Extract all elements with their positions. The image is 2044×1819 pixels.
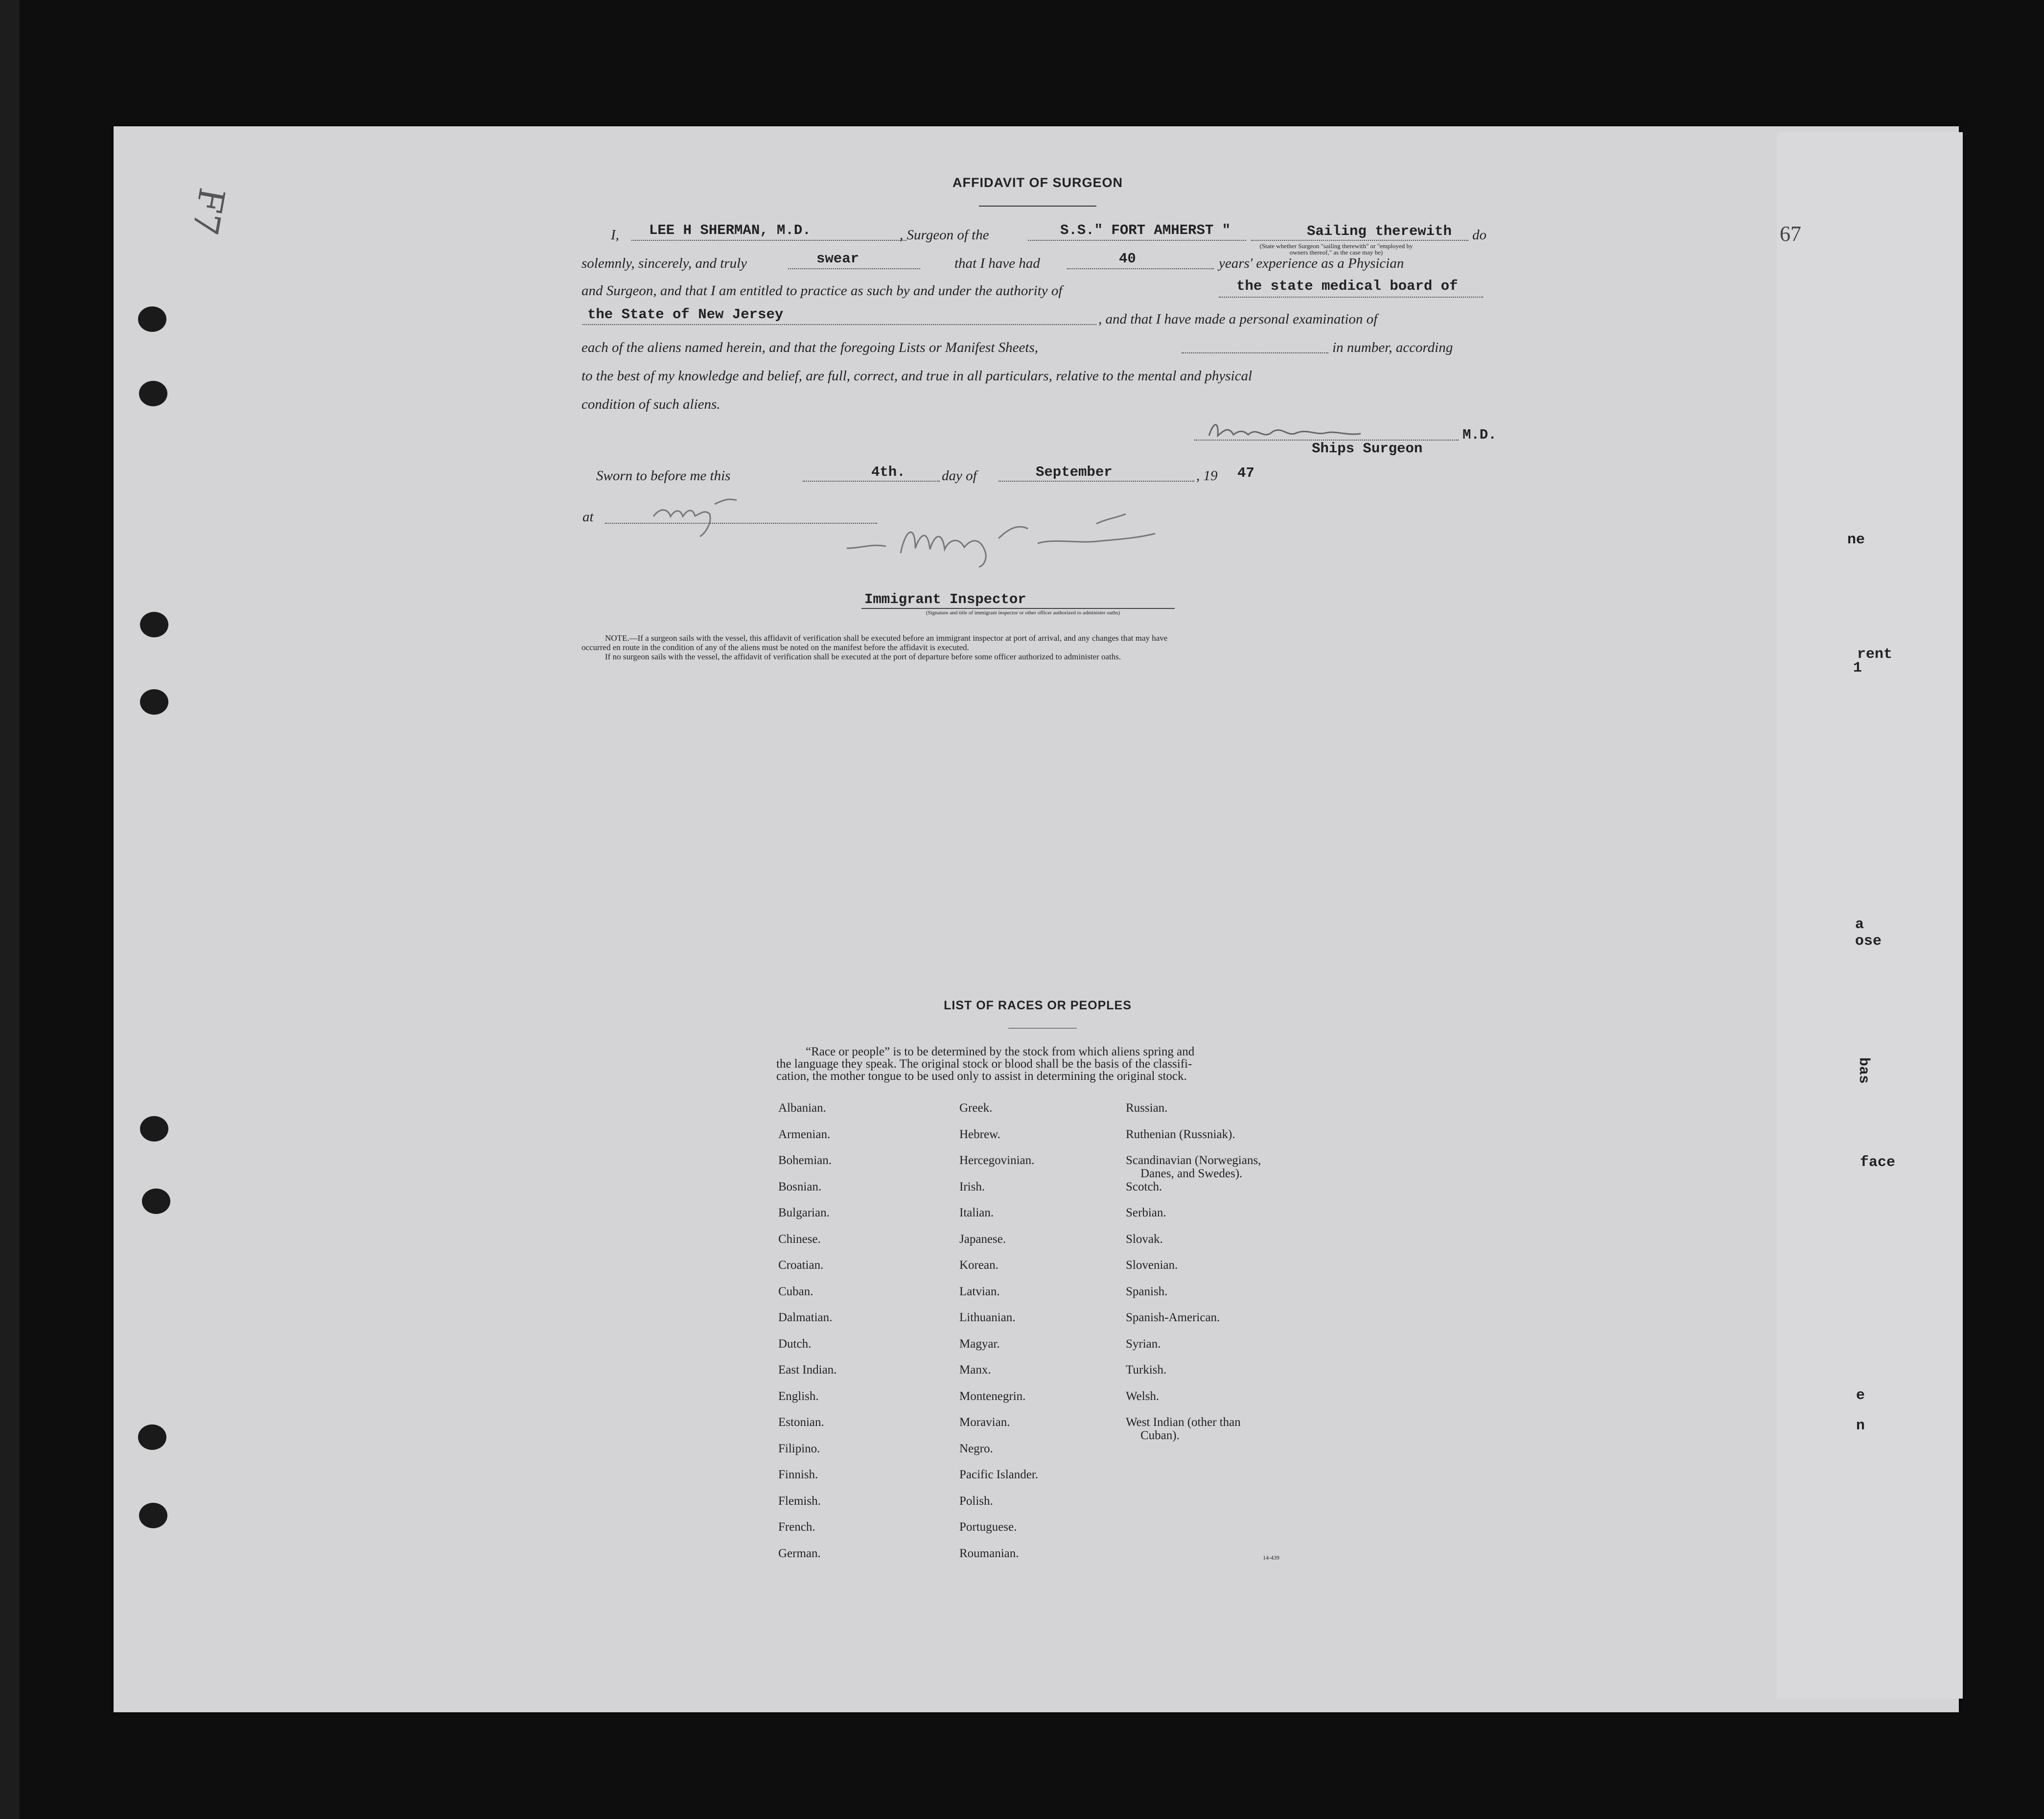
race-item: Flemish. — [778, 1494, 821, 1508]
intro-line: “Race or people” is to be determined by the stock from which aliens spring and — [806, 1045, 1195, 1058]
race-item — [1126, 1285, 1167, 1298]
race-item: Japanese. — [959, 1232, 1006, 1246]
authority-line-2 — [582, 324, 1096, 325]
inspector-note: (Signature and title of immigrant inspector or other officer authorized to administer oaths) — [926, 610, 1120, 616]
text-year-prefix: , 19 — [1196, 468, 1218, 484]
scan-border-left — [0, 0, 20, 1819]
race-item: Negro. — [959, 1442, 993, 1455]
race-item — [1126, 1233, 1163, 1246]
note-line: If no surgeon sails with the vessel, the affidavit of verification shall be executed at the port of departure before some officer authorized to administer oaths. — [605, 652, 1121, 661]
note-line: occurred en route in the condition of any of the aliens must be noted on the manifest before the affidavit is executed. — [581, 643, 969, 652]
race-item: English. — [778, 1389, 819, 1403]
authority-text-2: the State of New Jersey — [587, 306, 784, 323]
years-count: 40 — [1119, 251, 1136, 267]
place-line — [605, 523, 877, 524]
underlying-sheet — [1777, 132, 1963, 1699]
race-item: Polish. — [959, 1494, 993, 1508]
text-at: at — [582, 509, 594, 525]
sailing-note-line: (State whether Surgeon "sailing therewith" or "employed by — [1259, 242, 1413, 250]
authority-text: the state medical board of — [1236, 278, 1458, 294]
race-item: Roumanian. — [959, 1546, 1019, 1560]
race-item: Italian. — [959, 1206, 994, 1219]
race-item: Moravian. — [959, 1416, 1010, 1429]
inspector-line — [861, 608, 1175, 609]
sworn-month: September — [1036, 464, 1113, 480]
edge-fragment: face — [1860, 1154, 1896, 1171]
race-item: French. — [778, 1520, 815, 1534]
race-item: Dalmatian. — [778, 1311, 833, 1324]
races-title: LIST OF RACES OR PEOPLES — [944, 999, 1132, 1012]
sailing-note — [1253, 243, 1419, 256]
race-item: Armenian. — [778, 1127, 831, 1141]
race-item — [1126, 1337, 1161, 1351]
surgeon-name: LEE H SHERMAN, M.D. — [649, 222, 811, 238]
edge-fragment: 1 — [1853, 660, 1862, 676]
text-knowledge: to the best of my knowledge and belief, are full, correct, and true in all particulars, relative to the mental and physical — [581, 368, 1253, 384]
race-item-line: Spanish-American. — [1126, 1311, 1220, 1324]
race-item-line: Slovenian. — [1126, 1259, 1178, 1272]
race-item: Manx. — [959, 1363, 991, 1376]
edge-fragment: rent — [1857, 646, 1893, 663]
intro-line: the language they speak. The original stock or blood shall be the basis of the classifi- — [776, 1057, 1192, 1071]
race-item: Estonian. — [778, 1416, 824, 1429]
race-item — [1126, 1416, 1241, 1442]
place-handwriting — [651, 494, 739, 538]
punch-hole — [140, 689, 168, 715]
race-item-line: Welsh. — [1126, 1389, 1160, 1403]
race-item: Latvian. — [959, 1284, 1000, 1298]
inspector-signature — [842, 509, 1165, 568]
race-item: Filipino. — [778, 1442, 820, 1455]
authority-line — [1219, 297, 1483, 298]
edge-fragment: e — [1856, 1387, 1865, 1404]
text-authority: and Surgeon, and that I am entitled to practice as such by and under the authority of — [581, 283, 1063, 299]
margin-handwritten-note: F7 — [184, 185, 233, 238]
sailing-line — [1251, 240, 1468, 241]
surgeon-title: Ships Surgeon — [1312, 441, 1423, 457]
affidavit-note — [581, 633, 1492, 661]
race-item: East Indian. — [778, 1363, 837, 1376]
race-item: Hebrew. — [959, 1127, 1000, 1141]
sworn-day: 4th. — [871, 464, 906, 480]
sailing-note-line: owners thereof," as the case may be) — [1289, 249, 1383, 256]
edge-fragment: ne — [1847, 532, 1865, 548]
text-years-experience: years' experience as a Physician — [1219, 256, 1404, 271]
race-item: Korean. — [959, 1259, 999, 1272]
race-item — [1126, 1259, 1178, 1272]
race-item-line: Slovak. — [1126, 1232, 1163, 1246]
sheets-line — [1182, 352, 1328, 353]
oath-word: swear — [816, 251, 859, 267]
month-line — [999, 481, 1194, 482]
punch-hole — [142, 1189, 170, 1214]
race-item: Greek. — [959, 1101, 993, 1115]
race-item: Irish. — [959, 1180, 985, 1193]
form-number: 14-439 — [1263, 1554, 1279, 1561]
race-item: Chinese. — [778, 1232, 821, 1246]
race-item: German. — [778, 1546, 821, 1560]
race-item: Bohemian. — [778, 1154, 832, 1167]
race-item — [1126, 1180, 1162, 1193]
race-item: Portuguese. — [959, 1520, 1017, 1534]
race-item — [1126, 1101, 1167, 1115]
punch-hole — [139, 1503, 167, 1528]
md-suffix: M.D. — [1463, 427, 1497, 443]
text-surgeon-of: , Surgeon of the — [900, 227, 989, 243]
text-examination: , and that I have made a personal examination of — [1098, 311, 1378, 327]
race-item: Bulgarian. — [778, 1206, 830, 1219]
race-item — [1126, 1311, 1220, 1324]
race-item-line: West Indian (other than — [1126, 1416, 1241, 1429]
race-item-line: Scotch. — [1126, 1180, 1162, 1193]
race-item: Croatian. — [778, 1259, 824, 1272]
race-item: Hercegovinian. — [959, 1154, 1035, 1167]
oath-line — [788, 268, 920, 269]
race-item: Bosnian. — [778, 1180, 822, 1193]
note-line: NOTE.—If a surgeon sails with the vessel, this affidavit of verification shall be executed before an immigrant inspector at port of arrival, and any changes that may have — [605, 633, 1168, 643]
day-line — [803, 481, 940, 482]
text-that-i-have-had: that I have had — [954, 256, 1040, 271]
punch-hole — [138, 1424, 166, 1450]
race-item: Finnish. — [778, 1468, 818, 1481]
edge-fragment: bas — [1855, 1057, 1872, 1084]
edge-fragment: ose — [1855, 933, 1882, 950]
race-item: Cuban. — [778, 1284, 813, 1298]
text-i: I, — [611, 227, 619, 243]
race-item — [1126, 1363, 1166, 1376]
race-item-line: Spanish. — [1126, 1284, 1168, 1298]
punch-hole — [138, 306, 166, 332]
race-item: Albanian. — [778, 1101, 826, 1115]
punch-hole — [139, 381, 167, 406]
races-intro — [776, 1046, 1295, 1082]
race-item-line: Syrian. — [1126, 1337, 1161, 1351]
years-line — [1067, 268, 1214, 269]
race-item: Montenegrin. — [959, 1389, 1026, 1403]
race-item — [1126, 1206, 1166, 1219]
title-rule — [979, 206, 1096, 207]
vessel-line — [1028, 240, 1246, 241]
race-item: Lithuanian. — [959, 1311, 1016, 1324]
race-item — [1126, 1390, 1159, 1403]
text-sworn: Sworn to before me this — [596, 468, 731, 484]
race-item-line: Russian. — [1126, 1101, 1168, 1115]
race-item-line: Danes, and Swedes). — [1140, 1167, 1243, 1180]
vessel-name: S.S." FORT AMHERST " — [1060, 222, 1231, 238]
inspector-title: Immigrant Inspector — [864, 591, 1026, 607]
race-item-line: Turkish. — [1126, 1363, 1167, 1376]
race-item-line: Cuban). — [1140, 1429, 1180, 1442]
page-number: 67 — [1780, 222, 1801, 246]
sworn-year: 47 — [1237, 465, 1254, 481]
race-item-line: Scandinavian (Norwegians, — [1126, 1154, 1261, 1167]
race-item: Pacific Islander. — [959, 1468, 1039, 1481]
text-lists: each of the aliens named herein, and that the foregoing Lists or Manifest Sheets, — [581, 340, 1038, 355]
text-condition: condition of such aliens. — [581, 396, 720, 412]
text-do: do — [1472, 227, 1487, 243]
text-day-of: day of — [942, 468, 977, 484]
race-item-line: Serbian. — [1126, 1206, 1166, 1219]
race-item — [1126, 1128, 1235, 1141]
affidavit-title: AFFIDAVIT OF SURGEON — [952, 175, 1123, 190]
text-in-number: in number, according — [1332, 340, 1453, 355]
edge-fragment: a — [1855, 916, 1864, 933]
punch-hole — [140, 1116, 168, 1142]
race-item: Magyar. — [959, 1337, 1000, 1351]
sailing-status: Sailing therewith — [1307, 223, 1452, 239]
race-item: Dutch. — [778, 1337, 812, 1351]
text-solemnly: solemnly, sincerely, and truly — [581, 256, 747, 271]
edge-fragment: n — [1856, 1418, 1865, 1434]
race-item-line: Ruthenian (Russniak). — [1126, 1127, 1235, 1141]
intro-line: cation, the mother tongue to be used only to assist in determining the original stock. — [776, 1070, 1187, 1083]
name-line — [631, 240, 906, 241]
race-item — [1126, 1154, 1261, 1180]
punch-hole — [140, 612, 168, 637]
